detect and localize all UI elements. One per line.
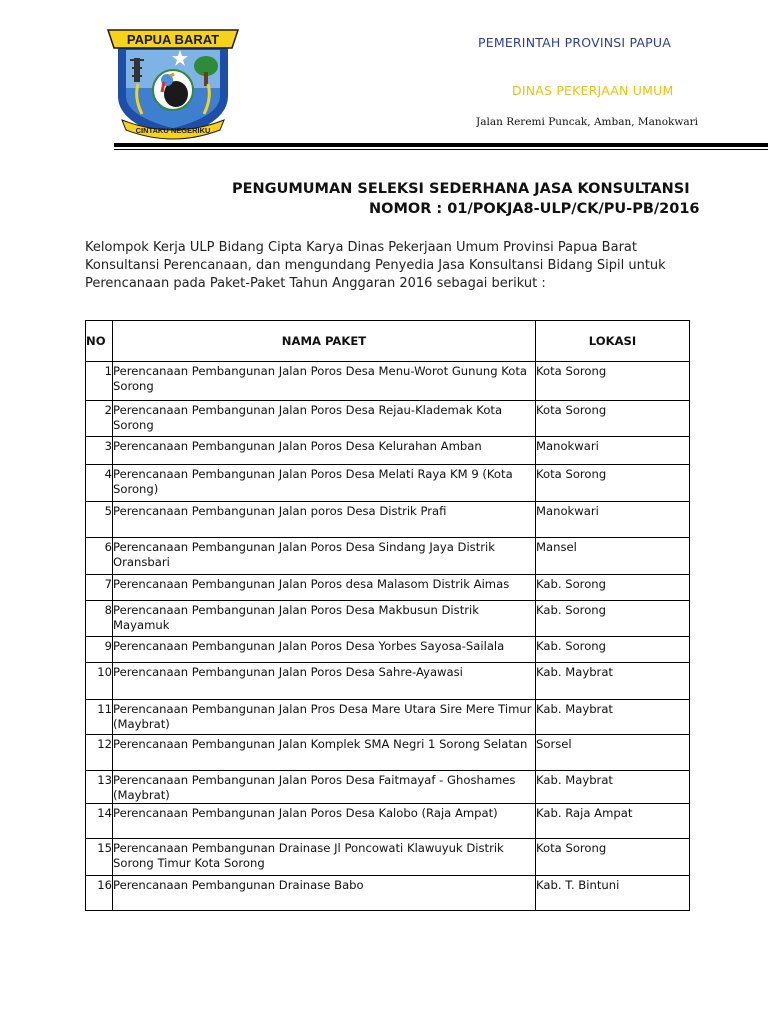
papua-barat-emblem (104, 24, 242, 140)
row-number: 7 (86, 575, 113, 601)
row-number: 14 (86, 804, 113, 839)
package-location: Kab. Raja Ampat (536, 804, 690, 839)
package-table (85, 320, 690, 911)
table-row (86, 601, 690, 637)
package-location: Mansel (536, 538, 690, 575)
column-header-no: NO (86, 321, 113, 362)
column-header-name: NAMA PAKET (113, 321, 536, 362)
package-name: Perencanaan Pembangunan Jalan Poros Desa Sahre-Ayawasi (113, 663, 536, 700)
row-number: 8 (86, 601, 113, 637)
package-location: Kota Sorong (536, 362, 690, 401)
row-number: 4 (86, 465, 113, 502)
package-location: Kab. Sorong (536, 575, 690, 601)
row-number: 5 (86, 502, 113, 538)
government-name: PEMERINTAH PROVINSI PAPUA (478, 35, 671, 50)
row-number: 11 (86, 700, 113, 735)
row-number: 9 (86, 637, 113, 663)
package-name: Perencanaan Pembangunan Jalan Komplek SMA Negri 1 Sorong Selatan (113, 735, 536, 771)
row-number: 15 (86, 839, 113, 876)
package-location: Kab. Maybrat (536, 663, 690, 700)
package-name: Perencanaan Pembangunan Jalan Poros Desa Rejau-Klademak Kota Sorong (113, 401, 536, 437)
intro-line-1: Kelompok Kerja ULP Bidang Cipta Karya Dinas Pekerjaan Umum Provinsi Papua Barat (85, 240, 637, 255)
package-location: Kab. Maybrat (536, 771, 690, 804)
package-location: Kota Sorong (536, 401, 690, 437)
table-row (86, 839, 690, 876)
table-row (86, 663, 690, 700)
package-name: Perencanaan Pembangunan Drainase Jl Poncowati Klawuyuk Distrik Sorong Timur Kota Sorong (113, 839, 536, 876)
letterhead-rule-thin (114, 149, 768, 150)
row-number: 3 (86, 437, 113, 465)
package-location: Sorsel (536, 735, 690, 771)
row-number: 6 (86, 538, 113, 575)
package-location: Kota Sorong (536, 465, 690, 502)
package-name: Perencanaan Pembangunan Jalan Poros Desa Yorbes Sayosa-Sailala (113, 637, 536, 663)
table-row (86, 401, 690, 437)
table-row (86, 771, 690, 804)
package-name: Perencanaan Pembangunan Jalan Poros Desa Kelurahan Amban (113, 437, 536, 465)
package-name: Perencanaan Pembangunan Jalan Poros Desa Faitmayaf - Ghoshames (Maybrat) (113, 771, 536, 804)
table-row (86, 876, 690, 911)
svg-text:CINTAKU NEGERIKU: CINTAKU NEGERIKU (135, 126, 211, 135)
row-number: 1 (86, 362, 113, 401)
package-location: Kab. Maybrat (536, 700, 690, 735)
table-row (86, 575, 690, 601)
announcement-title: PENGUMUMAN SELEKSI SEDERHANA JASA KONSULTANSI (232, 181, 690, 197)
row-number: 13 (86, 771, 113, 804)
package-location: Kab. Sorong (536, 601, 690, 637)
package-name: Perencanaan Pembangunan Jalan Pros Desa Mare Utara Sire Mere Timur (Maybrat) (113, 700, 536, 735)
package-name: Perencanaan Pembangunan Jalan Poros Desa Melati Raya KM 9 (Kota Sorong) (113, 465, 536, 502)
row-number: 16 (86, 876, 113, 911)
table-row (86, 437, 690, 465)
package-name: Perencanaan Pembangunan Drainase Babo (113, 876, 536, 911)
announcement-number: NOMOR : 01/POKJA8-ULP/CK/PU-PB/2016 (369, 201, 700, 217)
intro-line-2: Konsultansi Perencanaan, dan mengundang Penyedia Jasa Konsultansi Bidang Sipil untuk (85, 258, 666, 273)
letterhead-rule-thick (114, 143, 768, 147)
department-name: DINAS PEKERJAAN UMUM (512, 83, 674, 98)
package-location: Kab. Sorong (536, 637, 690, 663)
table-row (86, 804, 690, 839)
table-row (86, 502, 690, 538)
column-header-location: LOKASI (536, 321, 690, 362)
table-row (86, 538, 690, 575)
package-location: Kab. T. Bintuni (536, 876, 690, 911)
package-name: Perencanaan Pembangunan Jalan Poros desa Malasom Distrik Aimas (113, 575, 536, 601)
package-location: Manokwari (536, 502, 690, 538)
package-location: Manokwari (536, 437, 690, 465)
intro-line-3: Perencanaan pada Paket-Paket Tahun Anggaran 2016 sebagai berikut : (85, 276, 546, 291)
table-row (86, 735, 690, 771)
package-name: Perencanaan Pembangunan Jalan Poros Desa Kalobo (Raja Ampat) (113, 804, 536, 839)
row-number: 10 (86, 663, 113, 700)
package-name: Perencanaan Pembangunan Jalan Poros Desa Sindang Jaya Distrik Oransbari (113, 538, 536, 575)
svg-text:PAPUA BARAT: PAPUA BARAT (126, 32, 220, 47)
table-row (86, 465, 690, 502)
package-name: Perencanaan Pembangunan Jalan Poros Desa Menu-Worot Gunung Kota Sorong (113, 362, 536, 401)
office-address: Jalan Reremi Puncak, Amban, Manokwari (476, 116, 699, 128)
table-row (86, 700, 690, 735)
row-number: 2 (86, 401, 113, 437)
package-name: Perencanaan Pembangunan Jalan poros Desa Distrik Prafi (113, 502, 536, 538)
row-number: 12 (86, 735, 113, 771)
table-row (86, 637, 690, 663)
package-name: Perencanaan Pembangunan Jalan Poros Desa Makbusun Distrik Mayamuk (113, 601, 536, 637)
table-row (86, 362, 690, 401)
package-location: Kota Sorong (536, 839, 690, 876)
table-header-row (86, 321, 690, 362)
